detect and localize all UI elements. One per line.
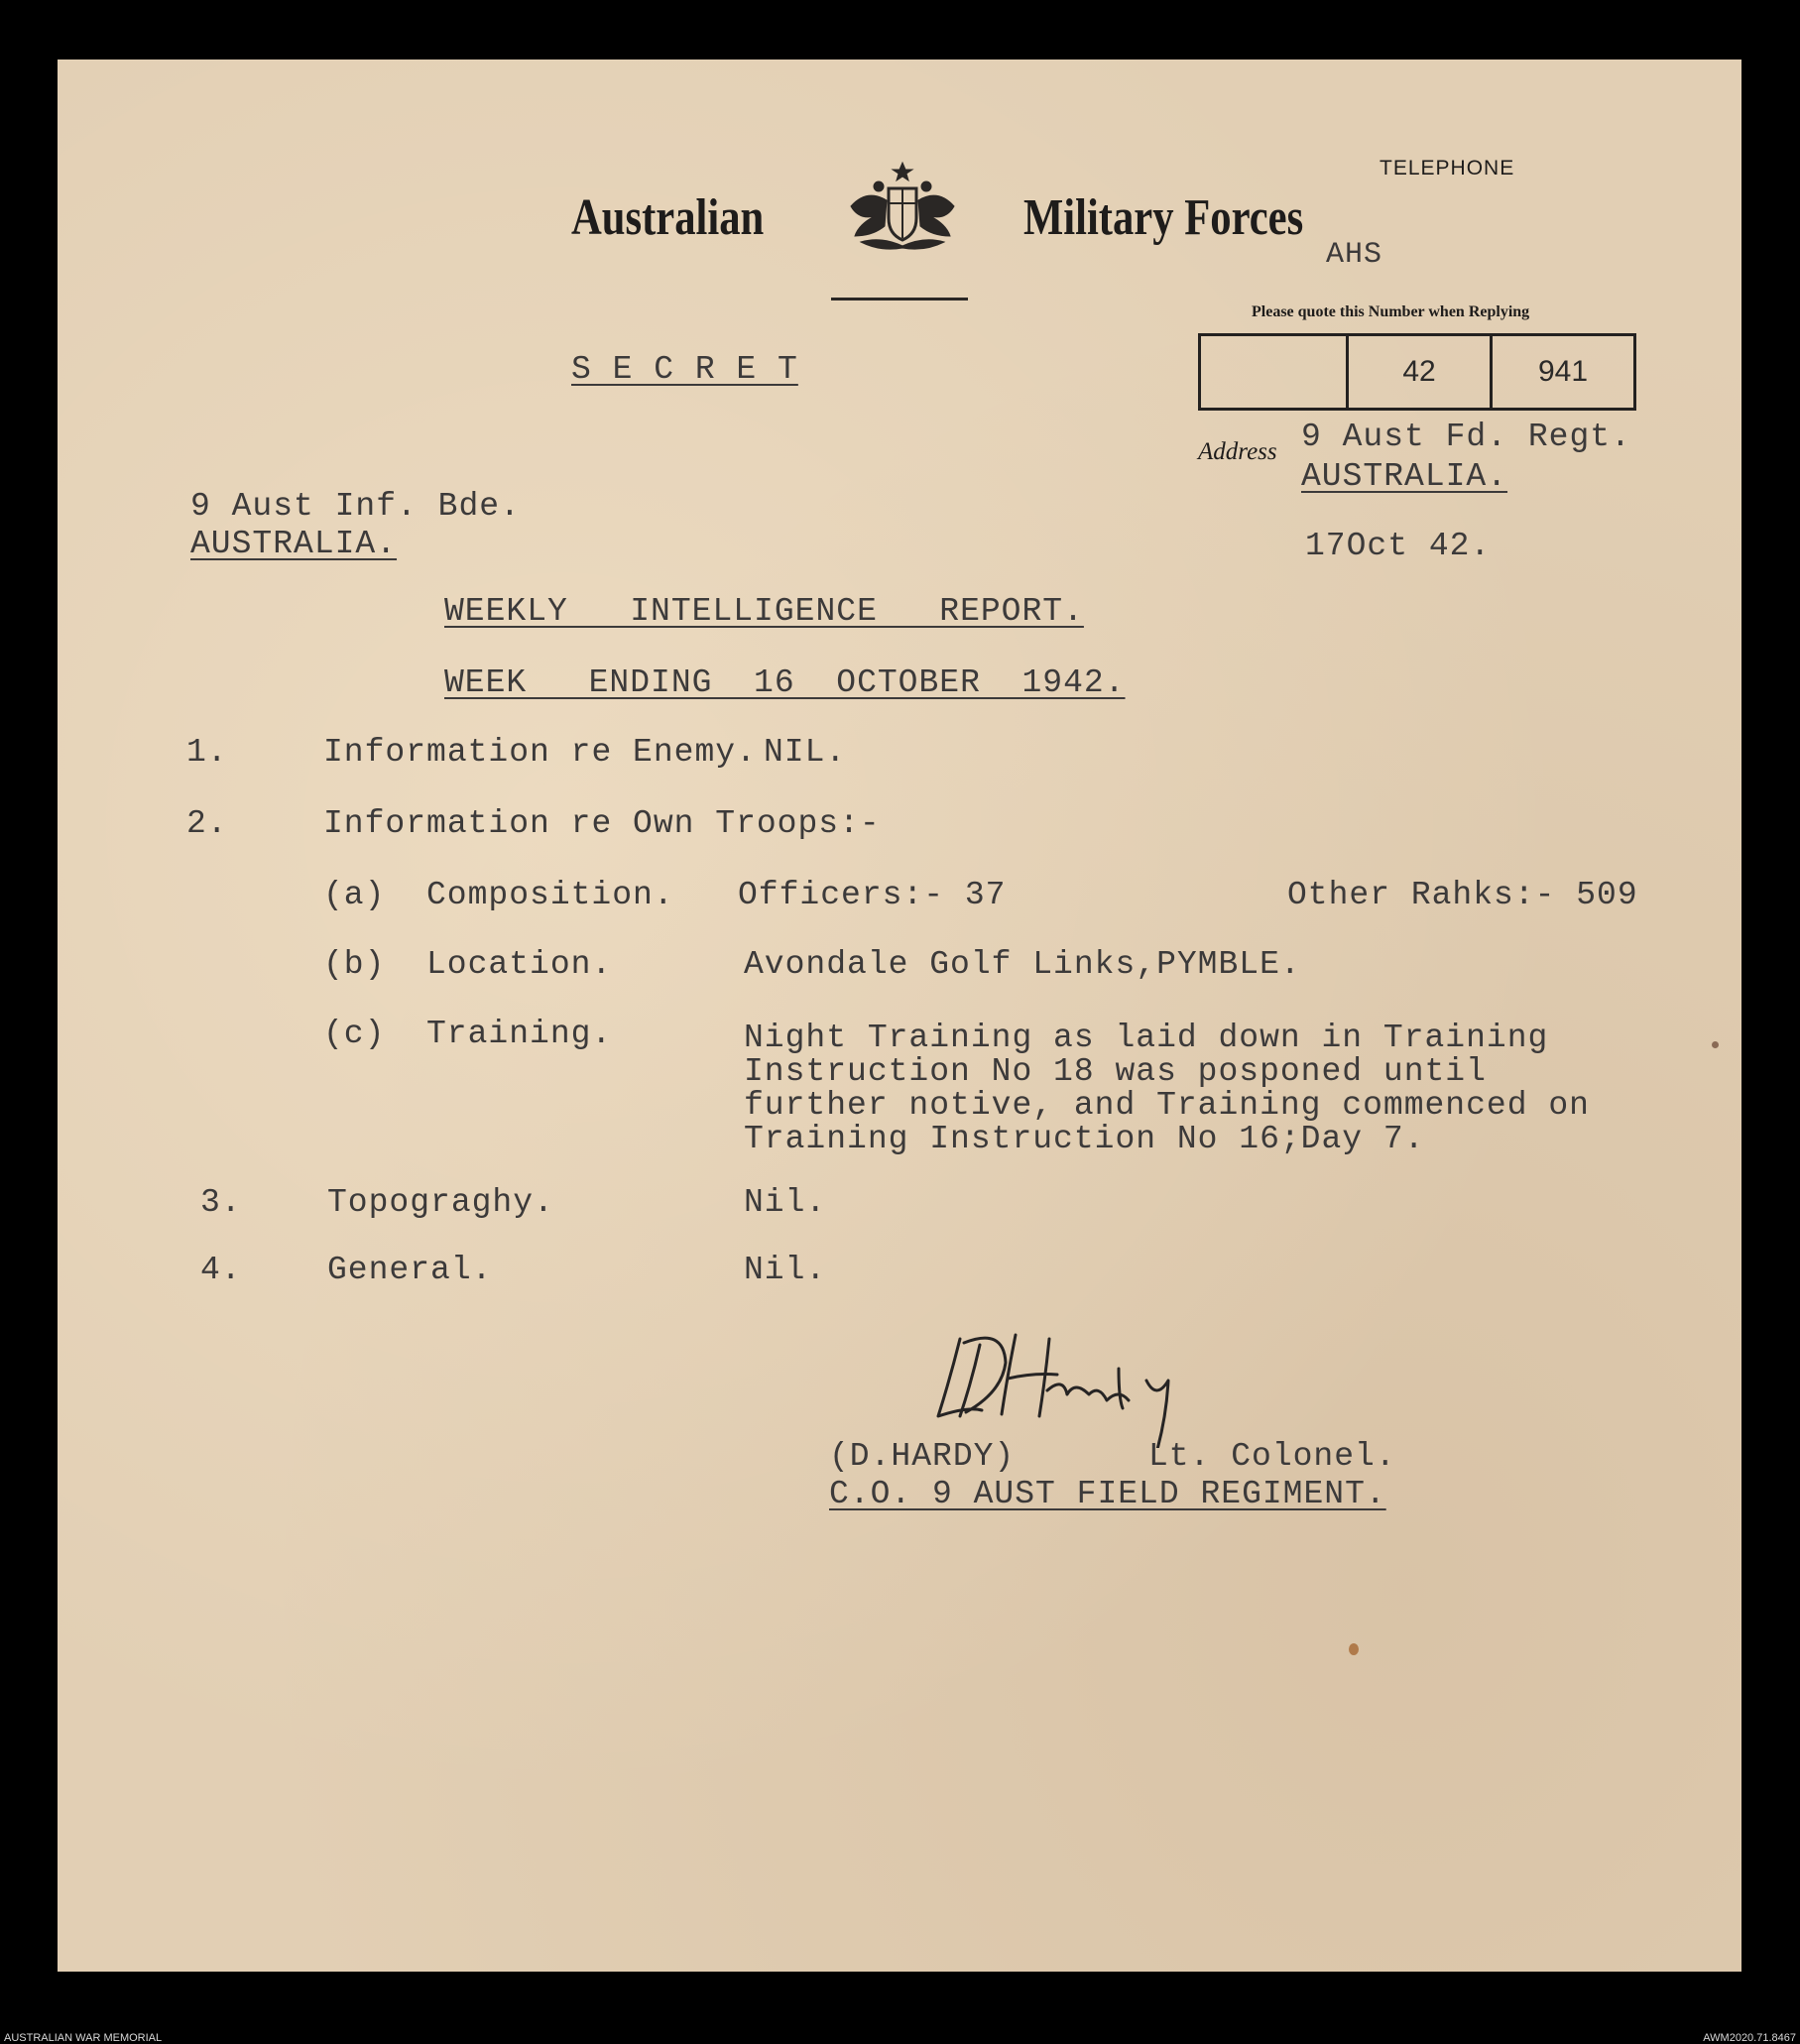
signatory-rank: Lt. Colonel.: [1148, 1438, 1396, 1475]
item-2c-letter: (c): [323, 1016, 386, 1052]
item-2c-label: Training.: [426, 1016, 613, 1052]
document-page: [58, 60, 1741, 1972]
item-1-number: 1.: [186, 734, 228, 771]
item-2b-letter: (b): [323, 946, 386, 983]
reference-cell-2: 42: [1346, 336, 1490, 408]
item-4-label: General.: [327, 1252, 493, 1288]
item-2-label: Information re Own Troops:-: [323, 805, 881, 842]
paper-stain: [1349, 1643, 1359, 1655]
to-country: AUSTRALIA.: [190, 526, 398, 562]
item-2a-label: Composition.: [426, 877, 674, 913]
quote-number-label: Please quote this Number when Replying: [1252, 303, 1530, 320]
signatory-position: C.O. 9 AUST FIELD REGIMENT.: [829, 1476, 1386, 1512]
training-line-2: Instruction No 18 was posponed until: [744, 1053, 1487, 1090]
item-1-label: Information re Enemy.: [323, 734, 757, 771]
item-3-value: Nil.: [744, 1184, 827, 1221]
training-line-3: further notive, and Training commenced on: [744, 1087, 1590, 1124]
other-ranks-count: Other Rahks:- 509: [1287, 877, 1638, 913]
training-line-1: Night Training as laid down in Training: [744, 1020, 1549, 1056]
classification-secret: S E C R E T: [571, 351, 798, 388]
address-label: Address: [1198, 438, 1277, 465]
item-2b-label: Location.: [426, 946, 613, 983]
telephone-label: TELEPHONE: [1380, 157, 1515, 180]
item-4-value: Nil.: [744, 1252, 827, 1288]
signatory-name: (D.HARDY): [829, 1438, 1016, 1475]
letter-date: 17Oct 42.: [1305, 528, 1492, 564]
item-2a-letter: (a): [323, 877, 386, 913]
reference-cell-1: [1201, 336, 1346, 408]
location-value: Avondale Golf Links,PYMBLE.: [744, 946, 1301, 983]
letterhead-rule: [831, 298, 968, 301]
report-week: WEEK ENDING 16 OCTOBER 1942.: [444, 664, 1126, 701]
item-4-number: 4.: [200, 1252, 242, 1288]
letterhead-military-forces: Military Forces: [1023, 189, 1304, 246]
letterhead-australian: Australian: [571, 189, 765, 246]
paper-mark: [1712, 1041, 1719, 1048]
reference-number-box: [1198, 333, 1636, 411]
telephone-value: AHS: [1326, 238, 1383, 272]
to-unit: 9 Aust Inf. Bde.: [190, 488, 521, 525]
item-3-label: Topograghy.: [327, 1184, 554, 1221]
handwritten-signature-icon: [920, 1309, 1258, 1448]
from-unit: 9 Aust Fd. Regt.: [1301, 419, 1631, 455]
item-1-value: NIL.: [764, 734, 847, 771]
from-country: AUSTRALIA.: [1301, 458, 1508, 495]
training-line-4: Training Instruction No 16;Day 7.: [744, 1121, 1425, 1157]
item-2-number: 2.: [186, 805, 228, 842]
officers-count: Officers:- 37: [738, 877, 1007, 913]
coat-of-arms-icon: [839, 161, 966, 264]
footer-credit: AUSTRALIAN WAR MEMORIAL: [4, 2032, 163, 2044]
footer-accession: AWM2020.71.8467: [1703, 2032, 1796, 2044]
reference-cell-3: 941: [1490, 336, 1633, 408]
report-title: WEEKLY INTELLIGENCE REPORT.: [444, 593, 1084, 630]
item-3-number: 3.: [200, 1184, 242, 1221]
